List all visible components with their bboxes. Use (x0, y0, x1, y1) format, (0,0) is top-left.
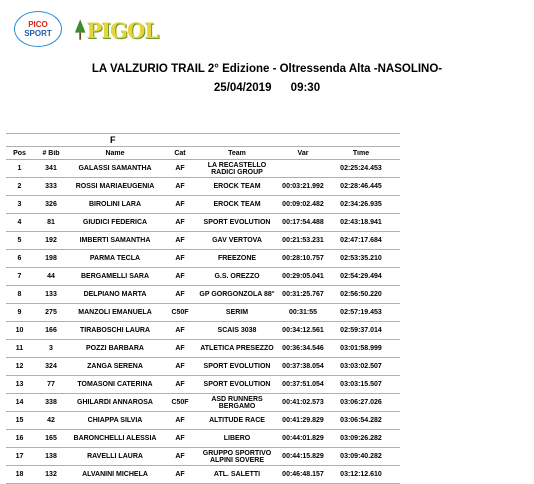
category-row (6, 133, 400, 146)
cell-name: TOMASONI CATERINA (77, 381, 153, 388)
cell-time: 03:06:54.282 (340, 417, 382, 424)
cell-name: RAVELLI LAURA (87, 453, 143, 460)
cell-time: 02:57:19.453 (340, 309, 382, 316)
table-row (6, 285, 400, 303)
table-row (6, 447, 400, 465)
cell-team: LA RECASTELLO RADICI GROUP (207, 161, 267, 176)
race-date-time (0, 82, 534, 94)
cell-bib: 192 (45, 237, 57, 244)
cell-var: 00:44:15.829 (282, 453, 324, 460)
cell-team: FREEZONE (217, 255, 257, 262)
cell-team: ALTITUDE RACE (209, 417, 265, 424)
cell-team: EROCK TEAM (213, 201, 261, 208)
cell-pos: 5 (17, 237, 22, 244)
table-row (6, 213, 400, 231)
tree-icon (74, 17, 86, 43)
cell-var: 00:37:51.054 (282, 381, 324, 388)
cell-bib: 338 (45, 399, 57, 406)
cell-time: 03:12:12.610 (340, 471, 382, 478)
cell-var: 00:36:34.546 (282, 345, 324, 352)
cell-time: 03:09:40.282 (340, 453, 382, 460)
cell-cat: AF (175, 453, 185, 460)
cell-pos: 7 (17, 273, 22, 280)
cell-time: 03:03:15.507 (340, 381, 382, 388)
cell-bib: 341 (45, 165, 57, 172)
cell-pos: 18 (15, 471, 24, 478)
cell-team: SPORT EVOLUTION (203, 381, 271, 388)
cell-bib: 198 (45, 255, 57, 262)
category-label: F (110, 135, 116, 145)
cell-bib: 275 (45, 309, 57, 316)
cell-time: 02:56:50.220 (340, 291, 382, 298)
col-pos: Pos (13, 149, 26, 157)
cell-team: SPORT EVOLUTION (203, 363, 271, 370)
cell-cat: AF (175, 363, 185, 370)
cell-cat: AF (175, 327, 185, 334)
col-bib: # Bib (42, 149, 60, 157)
cell-var: 00:09:02.482 (282, 201, 324, 208)
cell-name: GIUDICI FEDERICA (82, 219, 148, 226)
race-title: LA VALZURIO TRAIL 2° Edizione - Oltressenda Alta -NASOLINO- (91, 63, 443, 75)
cell-name: BERGAMELLI SARA (80, 273, 150, 280)
cell-cat: AF (175, 201, 185, 208)
table-row (6, 411, 400, 429)
race-date: 25/04/2019 (213, 82, 272, 94)
table-row (6, 465, 400, 484)
cell-bib: 133 (45, 291, 57, 298)
cell-bib: 138 (45, 453, 57, 460)
cell-pos: 15 (15, 417, 24, 424)
cell-pos: 14 (15, 399, 24, 406)
cell-team: LIBERO (223, 435, 251, 442)
cell-name: BARONCHELLI ALESSIA (73, 435, 157, 442)
table-row (6, 339, 400, 357)
cell-time: 03:09:26.282 (340, 435, 382, 442)
col-cat: Cat (174, 149, 186, 157)
cell-team: G.S. OREZZO (214, 273, 260, 280)
cell-bib: 166 (45, 327, 57, 334)
cell-var: 00:17:54.488 (282, 219, 324, 226)
cell-cat: AF (175, 183, 185, 190)
col-team: Team (228, 149, 246, 157)
cell-cat: AF (175, 165, 185, 172)
cell-name: DELPIANO MARTA (83, 291, 147, 298)
cell-pos: 13 (15, 381, 24, 388)
cell-pos: 1 (17, 165, 22, 172)
cell-time: 02:47:17.684 (340, 237, 382, 244)
cell-name: BIROLINI LARA (88, 201, 142, 208)
table-row (6, 195, 400, 213)
cell-cat: AF (175, 237, 185, 244)
cell-team: SERIM (225, 309, 249, 316)
cell-pos: 3 (17, 201, 22, 208)
cell-name: POZZI BARBARA (86, 345, 144, 352)
cell-name: IMBERTI SAMANTHA (79, 237, 151, 244)
cell-bib: 326 (45, 201, 57, 208)
cell-time: 02:25:24.453 (340, 165, 382, 172)
cell-team: GRUPPO SPORTIVO ALPINI SOVERE (202, 449, 272, 464)
table-row (6, 267, 400, 285)
cell-bib: 132 (45, 471, 57, 478)
cell-time: 03:01:58.999 (340, 345, 382, 352)
cell-team: ATLETICA PRESEZZO (200, 345, 274, 352)
cell-cat: C50F (171, 309, 189, 316)
cell-cat: AF (175, 471, 185, 478)
cell-team: SPORT EVOLUTION (203, 219, 271, 226)
table-row (6, 357, 400, 375)
cell-var: 00:31:55 (288, 309, 318, 316)
cell-bib: 3 (49, 345, 53, 352)
cell-bib: 42 (47, 417, 55, 424)
table-body (6, 159, 400, 484)
cell-cat: AF (175, 219, 185, 226)
cell-name: PARMA TECLA (89, 255, 141, 262)
cell-pos: 8 (17, 291, 22, 298)
cell-cat: AF (175, 255, 185, 262)
table-row (6, 249, 400, 267)
table-header (6, 146, 400, 159)
cell-pos: 9 (17, 309, 22, 316)
cell-name: GHILARDI ANNAROSA (77, 399, 153, 406)
cell-var: 00:46:48.157 (282, 471, 324, 478)
cell-cat: C50F (171, 399, 189, 406)
cell-time: 03:03:02.507 (340, 363, 382, 370)
cell-var: 00:37:38.054 (282, 363, 324, 370)
pico-sport-logo: PICO SPORT (14, 11, 62, 47)
cell-var: 00:29:05.041 (282, 273, 324, 280)
cell-var: 00:21:53.231 (282, 237, 324, 244)
cell-pos: 11 (15, 345, 24, 352)
table-row (6, 375, 400, 393)
table-row (6, 231, 400, 249)
cell-team: GP GORGONZOLA 88° (199, 291, 275, 298)
cell-var: 00:28:10.757 (282, 255, 324, 262)
cell-time: 03:06:27.026 (340, 399, 382, 406)
table-row (6, 303, 400, 321)
col-var: Var (297, 149, 309, 157)
table-row (6, 429, 400, 447)
cell-time: 02:28:46.445 (340, 183, 382, 190)
cell-pos: 4 (17, 219, 22, 226)
cell-cat: AF (175, 273, 185, 280)
cell-time: 02:59:37.014 (340, 327, 382, 334)
cell-name: GALASSI SAMANTHA (78, 165, 152, 172)
cell-name: ZANGA SERENA (87, 363, 143, 370)
cell-pos: 16 (15, 435, 24, 442)
cell-team: GAV VERTOVA (212, 237, 262, 244)
cell-team: SCAIS 3038 (217, 327, 257, 334)
cell-pos: 12 (15, 363, 24, 370)
cell-var: 00:03:21.992 (282, 183, 324, 190)
col-time: Time (352, 149, 370, 157)
cell-var: 00:31:25.767 (282, 291, 324, 298)
cell-time: 02:53:35.210 (340, 255, 382, 262)
cell-cat: AF (175, 417, 185, 424)
cell-name: TIRABOSCHI LAURA (80, 327, 150, 334)
cell-pos: 2 (17, 183, 22, 190)
cell-bib: 324 (45, 363, 57, 370)
cell-var: 00:41:02.573 (282, 399, 324, 406)
cell-cat: AF (175, 345, 185, 352)
cell-team: ASD RUNNERS BERGAMO (211, 395, 263, 410)
cell-name: ALVANINI MICHELA (82, 471, 148, 478)
cell-var: 00:44:01.829 (282, 435, 324, 442)
cell-team: ATL. SALETTI (213, 471, 261, 478)
cell-name: MANZOLI EMANUELA (78, 309, 152, 316)
col-name: Name (105, 149, 125, 157)
race-time: 09:30 (290, 82, 321, 94)
table-row (6, 393, 400, 411)
cell-cat: AF (175, 435, 185, 442)
cell-bib: 81 (47, 219, 55, 226)
table-row (6, 159, 400, 177)
table-row (6, 321, 400, 339)
cell-pos: 10 (15, 327, 24, 334)
pigol-logo: PIGOL (74, 13, 158, 47)
cell-name: ROSSI MARIAEUGENIA (75, 183, 155, 190)
cell-name: CHIAPPA SILVIA (87, 417, 143, 424)
results-table (6, 133, 400, 484)
cell-cat: AF (175, 381, 185, 388)
cell-bib: 165 (45, 435, 57, 442)
cell-time: 02:43:18.941 (340, 219, 382, 226)
cell-time: 02:34:26.935 (340, 201, 382, 208)
cell-var: 00:41:29.829 (282, 417, 324, 424)
cell-bib: 77 (47, 381, 55, 388)
cell-time: 02:54:29.494 (340, 273, 382, 280)
cell-pos: 6 (17, 255, 22, 262)
cell-var: 00:34:12.561 (282, 327, 324, 334)
cell-cat: AF (175, 291, 185, 298)
cell-pos: 17 (15, 453, 24, 460)
cell-bib: 44 (47, 273, 55, 280)
cell-bib: 333 (45, 183, 57, 190)
table-row (6, 177, 400, 195)
cell-team: EROCK TEAM (213, 183, 261, 190)
